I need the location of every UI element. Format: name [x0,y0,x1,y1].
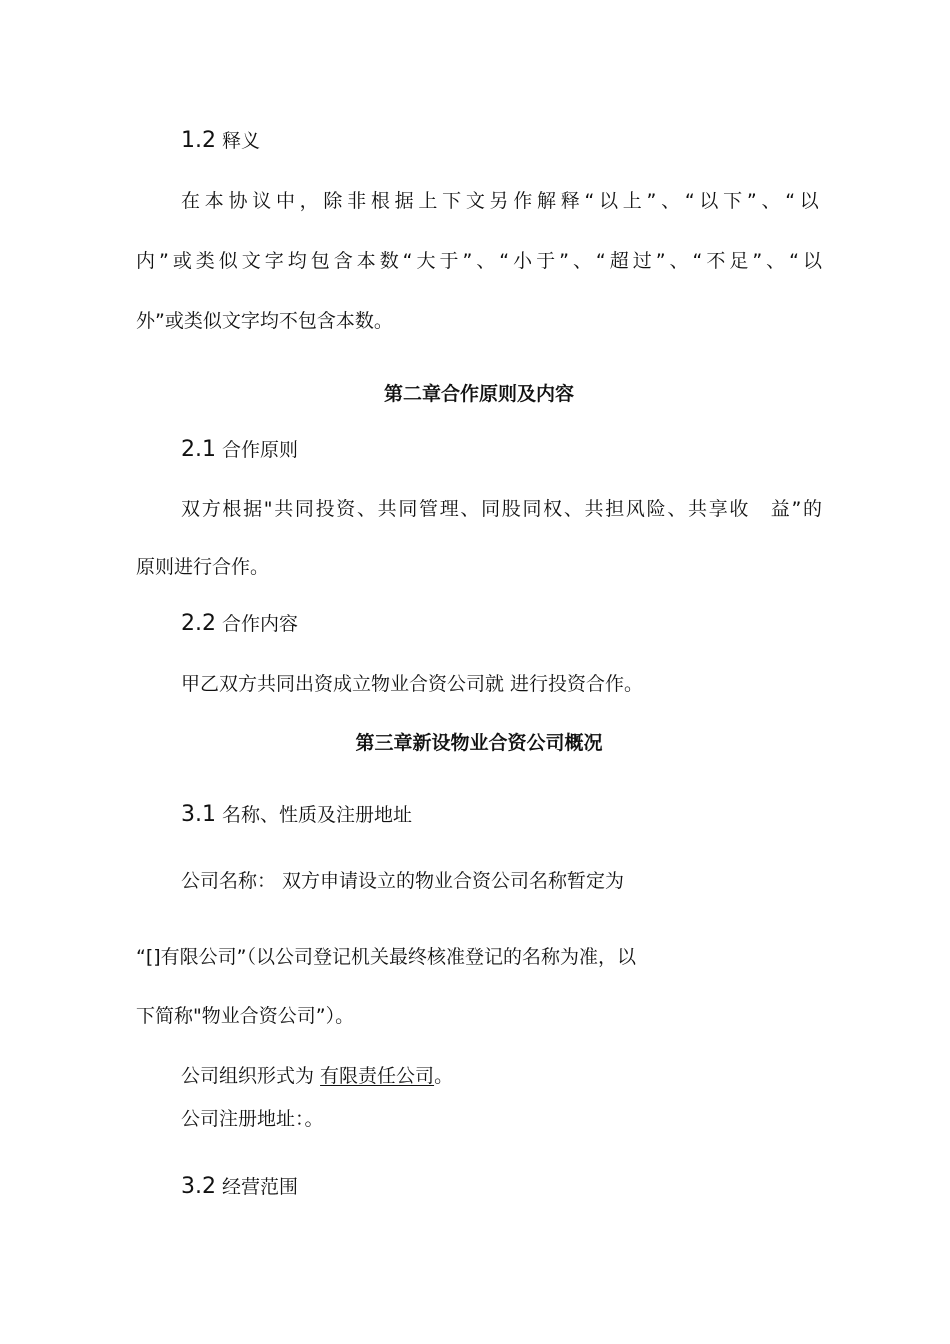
section-heading-3-2 [181,1174,298,1200]
section-heading-1-2 [181,128,260,154]
section-heading-3-1 [181,802,412,828]
section-title: 合作原则 [222,439,299,461]
org-form-line [181,1063,453,1089]
section-title: 释义 [222,130,261,152]
section-number: 3.2 [181,1174,216,1199]
paragraph-line: 下简称"物业合资公司”）。 [136,1005,355,1027]
paragraph-line: 内”或类似文字均包含本数“大于”、“小于”、“超过”、“不足”、“以 [136,250,822,272]
paragraph-line: 公司注册地址：。 [181,1108,324,1130]
section-number: 2.2 [181,611,216,636]
section-title: 经营范围 [222,1176,299,1198]
chapter-title-text: 第二章合作原则及内容 [383,383,574,405]
section-title: 合作内容 [222,613,299,635]
paragraph-line: 在本协议中，除非根据上下文另作解释“以上”、“以下”、“以 [181,190,822,212]
paragraph-line: 外”或类似文字均不包含本数。 [136,310,393,332]
section-title: 名称、性质及注册地址 [222,804,413,826]
paragraph-line: “[]有限公司”（以公司登记机关最终核准登记的名称为准，以 [136,946,637,968]
org-form-label: 公司组织形式为 [181,1065,321,1087]
paragraph-line: 甲乙双方共同出资成立物业合资公司就 进行投资合作。 [181,673,644,695]
section-number: 3.1 [181,802,216,827]
paragraph-line: 双方根据"共同投资、共同管理、同股同权、共担风险、共享收 益”的 [181,498,822,520]
paragraph-line: 原则进行合作。 [136,556,270,578]
org-form-suffix: 。 [434,1065,454,1087]
section-heading-2-1 [181,437,298,463]
section-heading-2-2 [181,611,298,637]
section-number: 1.2 [181,128,216,153]
org-form-value: 有限责任公司 [320,1065,435,1087]
chapter-title-2 [0,381,950,407]
paragraph-line: 公司名称： 双方申请设立的物业合资公司名称暂定为 [181,870,625,892]
chapter-title-3 [0,730,950,756]
section-number: 2.1 [181,437,216,462]
chapter-title-text: 第三章新设物业合资公司概况 [355,732,603,754]
